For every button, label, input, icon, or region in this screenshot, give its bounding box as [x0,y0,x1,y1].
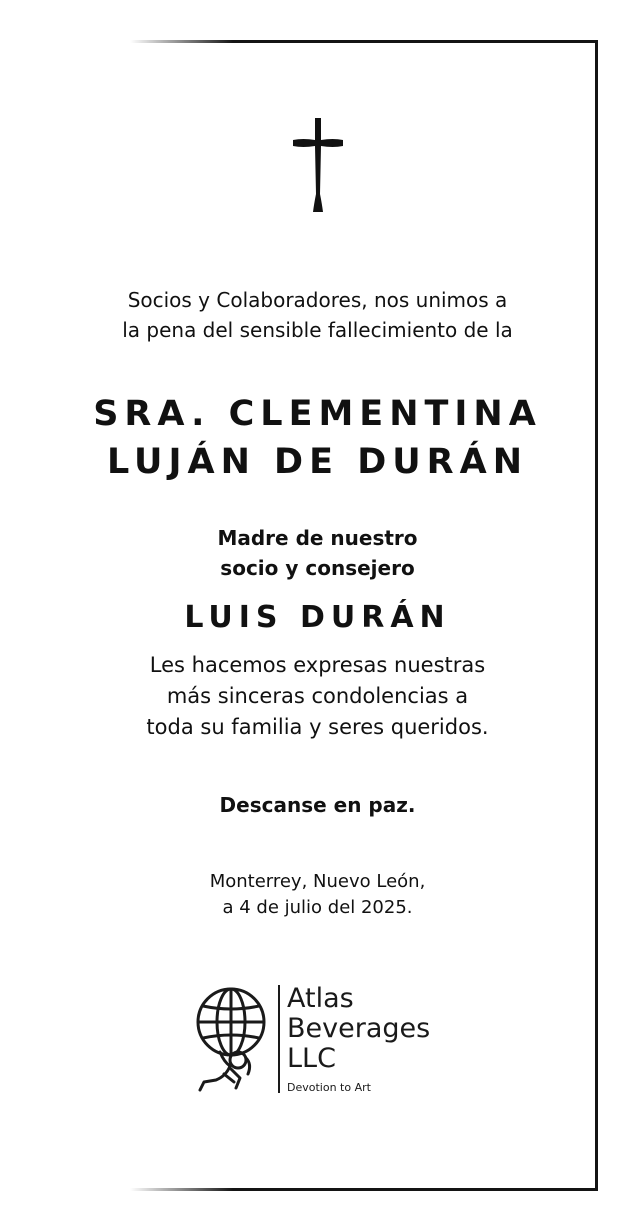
partner-name: LUIS DURÁN [184,600,451,635]
closing-text: Descanse en paz. [219,793,416,817]
place-line: Monterrey, Nuevo León, [209,871,426,892]
logo-divider [278,985,280,1093]
company-tagline: Devotion to Art [287,1081,371,1094]
frame-top-border [130,40,598,43]
condolences-line-1: Les hacemos expresas nuestras [149,653,486,677]
deceased-name-line-1: SRA. CLEMENTINA [93,394,542,434]
company-name-line-2: Beverages [287,1013,431,1044]
intro-line-1: Socios y Colaboradores, nos unimos a [127,288,508,312]
atlas-globe-icon [190,982,276,1094]
deceased-name-line-2: LUJÁN DE DURÁN [106,442,528,482]
frame-bottom-border [130,1188,598,1191]
place-date [20,869,615,921]
intro-line-2: la pena del sensible fallecimiento de la [122,318,513,342]
intro-text [20,285,615,345]
deceased-name [20,390,615,486]
condolences-line-3: toda su familia y seres queridos. [146,715,489,739]
relation-line-1: Madre de nuestro [217,526,418,550]
relation-line-2: socio y consejero [220,556,415,580]
company-name-line-3: LLC [287,1043,336,1074]
company-name-line-1: Atlas [287,983,354,1014]
date-line: a 4 de julio del 2025. [222,897,413,918]
company-name [287,984,430,1074]
cross-icon [293,118,343,212]
company-logo [190,982,450,1098]
condolences-line-2: más sinceras condolencias a [166,684,469,708]
condolences-text [20,650,615,743]
relation-text [20,523,615,583]
